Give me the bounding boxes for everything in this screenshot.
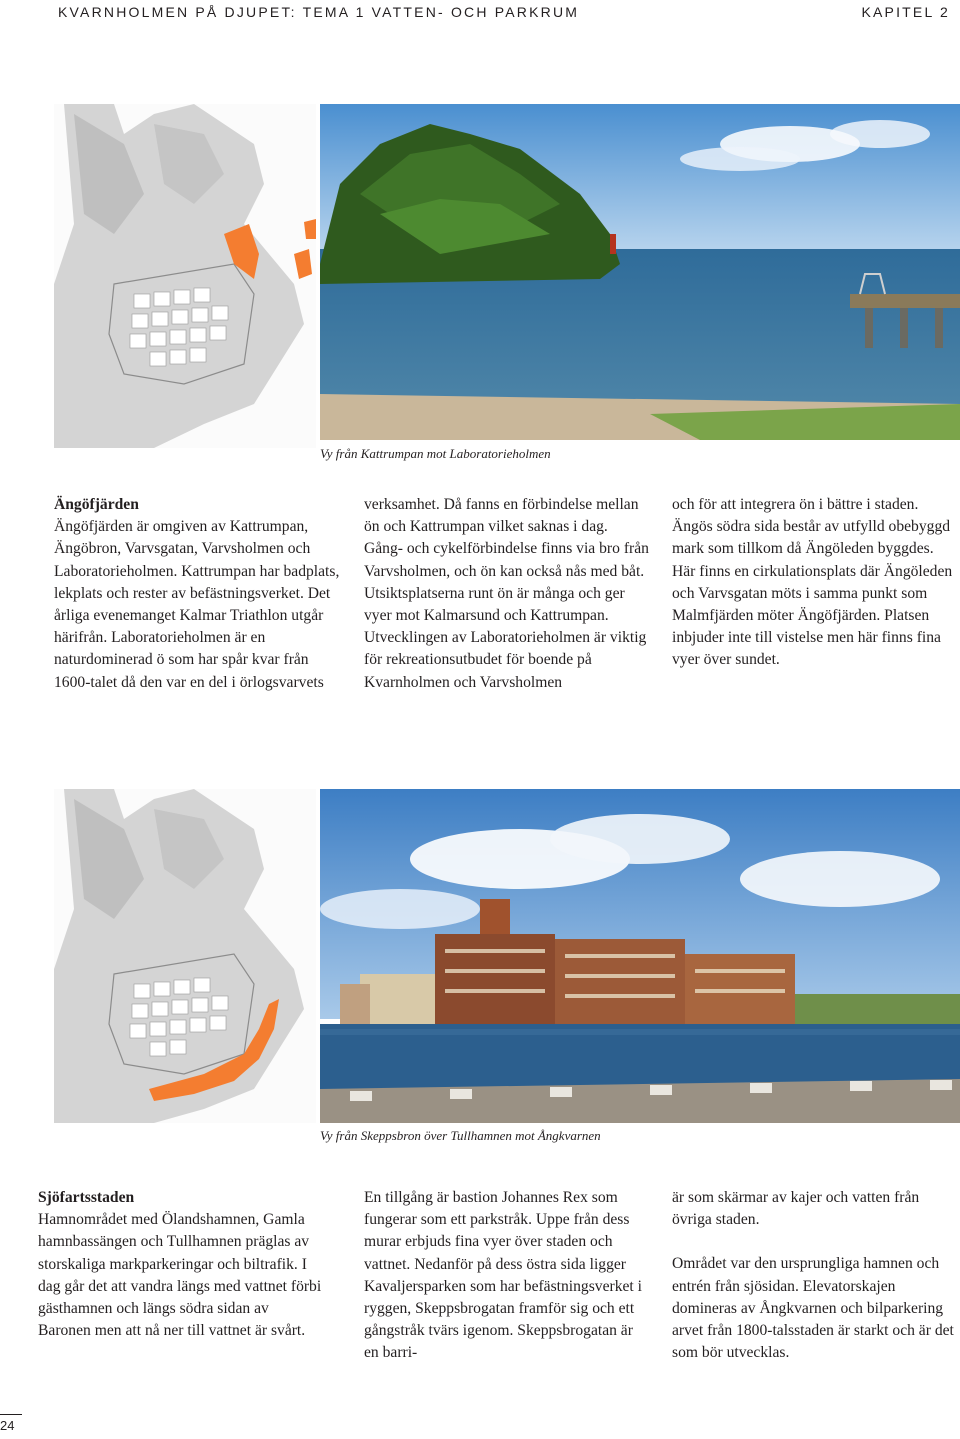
- text-column-6: [672, 1187, 958, 1364]
- text-column-3: [672, 494, 958, 672]
- text-column-2: [364, 494, 650, 694]
- photo-skeppsbron: [320, 789, 960, 1123]
- photo-caption-2: Vy från Skeppsbron över Tullhamnen mot Ångkvarnen: [320, 1128, 601, 1143]
- chapter-label: KAPITEL 2: [861, 4, 950, 20]
- paragraph-sjofartsstaden-1: Hamnområdet med Ölandshamnen, Gamla hamnbassängen och Tullhamnen präglas av storskaliga markparkeringar och biltrafik. I dag går det att vandra längs med vattnet förbi gästhamnen och längs södra sidan av Baronen men att nå ner till vattnet är svårt.: [38, 1211, 322, 1340]
- paragraph-angofjarden-3: och för att integrera ön i bättre i staden. Ängös södra sida består av utfylld obebyggd mark som tillkom då Ängöleden byggdes. Här finns en cirkulationsplats där Ängöleden och Varvsgatan möts i samma punkt som Malmfjärden möter Ängöfjärden. Platsen inbjuder inte till vistelse men här finns fina vyer över sundet.: [672, 496, 953, 669]
- page-number: 24: [0, 1418, 15, 1433]
- text-column-5: [364, 1187, 648, 1365]
- photo-kattrumpan: [320, 104, 960, 440]
- map-sjofartsstaden: [54, 789, 316, 1123]
- paragraph-sjofartsstaden-2: En tillgång är bastion Johannes Rex som fungerar som ett parkstråk. Uppe från dess murar erbjuds fina vyer över staden och vattnet. Nedanför på dess östra sida ligger Kavaljersparken som har befästningsverket i ryggen, Skeppsbrogatan framför sig och ett gångstråk tvärs igenom. Skeppsbrogatan är en barri-: [364, 1189, 642, 1362]
- text-column-4: [38, 1187, 324, 1342]
- photo-caption-1: Vy från Kattrumpan mot Laboratorieholmen: [320, 446, 551, 461]
- paragraph-angofjarden-1: Ängöfjärden är omgiven av Kattrumpan, Ängöbron, Varvsgatan, Varvsholmen och Laboratorieholmen. Kattrumpan har badplats, lekplats och rester av befästningsverket. Det årliga evenemanget Kalmar Triathlon utgår härifrån. Laboratorieholmen är en naturdominerad ö som har spår kvar från 1600-talet då den var en del i örlogsvarvets: [54, 518, 340, 691]
- running-header: KVARNHOLMEN PÅ DJUPET: TEMA 1 VATTEN- OCH PARKRUM: [58, 4, 580, 20]
- section-heading-angofjarden: Ängöfjärden: [54, 496, 139, 513]
- text-column-1: [54, 494, 344, 694]
- section-heading-sjofartsstaden: Sjöfartsstaden: [38, 1189, 135, 1206]
- paragraph-sjofartsstaden-3: är som skärmar av kajer och vatten från övriga staden.: [672, 1189, 920, 1229]
- paragraph-angofjarden-2: verksamhet. Då fanns en förbindelse mellan ön och Kattrumpan vilket saknas i dag. Gång- och cykelförbindelse finns via bro från Varvsholmen, och ön kan också nås med båt. Utsiktsplatserna runt ön är många och ger vyer mot Kalmarsund och Kattrumpan. Utvecklingen av Laboratorieholmen är viktig för rekreationsutbudet för boende på Kvarnholmen och Varvsholmen: [364, 496, 649, 691]
- paragraph-sjofartsstaden-4: Området var den ursprungliga hamnen och entrén från sjösidan. Elevatorskajen domineras av Ångkvarnen och bilparkering arvet från 1800-talsstaden är starkt och är det som bör utvecklas.: [672, 1255, 954, 1362]
- map-angofjarden: [54, 104, 316, 448]
- page-number-rule: [0, 1414, 22, 1415]
